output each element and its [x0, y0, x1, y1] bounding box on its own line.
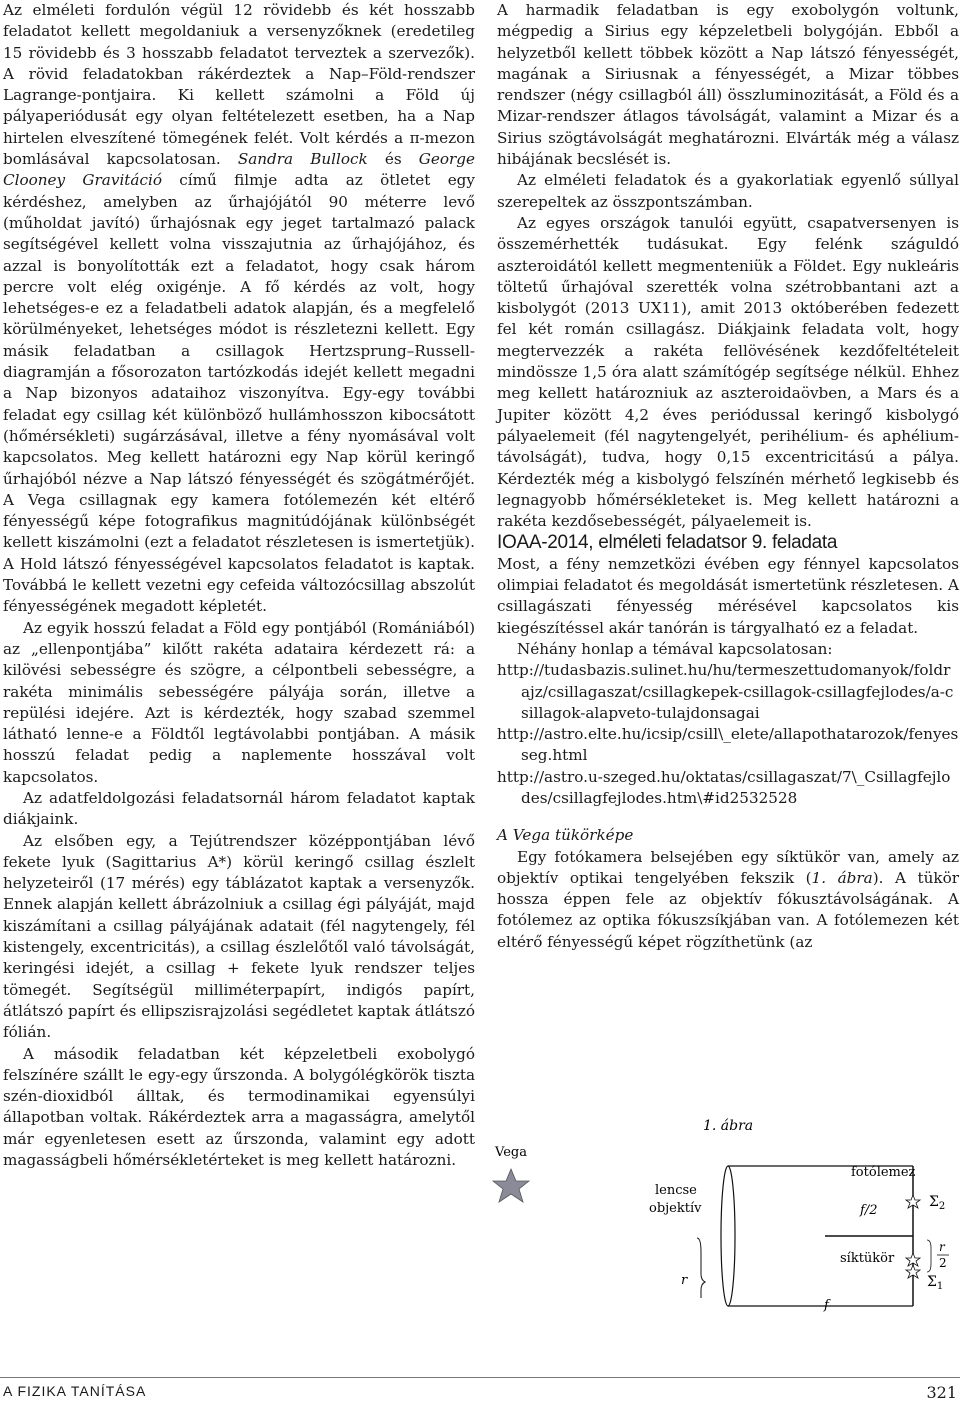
url-link-2[interactable]: http://astro.elte.hu/icsip/csill\_elete/allapothatarozok/fenyesseg.html [497, 725, 959, 765]
mirror-label: síktükör [840, 1251, 895, 1266]
paragraph-text: ). A tükör hossza éppen fele az objektív fókusztávolságának. A fotólemez az optika fókuszsíkjában van. A fotólemezen két eltérő fényességű képet rögzíthetünk (az [497, 868, 959, 951]
r-half-numerator: r [939, 1240, 945, 1254]
film-actor-name: Sandra Bullock [237, 150, 368, 169]
paragraph-text [221, 150, 238, 168]
left-paragraph-3: Az adatfeldolgozási feladatsornál három feladatot kaptak diákjaink. [3, 788, 475, 829]
f-half-label: f/2 [860, 1203, 878, 1218]
sigma-2-label: $\Sigma_2$ [929, 1194, 946, 1212]
page-footer [3, 1383, 957, 1403]
radius-label: r [681, 1273, 688, 1288]
r-half-brace [927, 1240, 931, 1272]
photo-plate-label: fotólemez [851, 1165, 916, 1180]
sigma-1-label: $\Sigma_1$ [927, 1274, 944, 1292]
figure-1-diagram [487, 1112, 957, 1312]
left-column [3, 0, 475, 1171]
url-link-3[interactable]: http://astro.u-szeged.hu/oktatas/csillagaszat/7\_Csillagfejlodes/csillagfejlodes.htm\#id2532528 [497, 767, 951, 807]
right-paragraph-2: Az elméleti feladatok és a gyakorlatiak egyenlő súllyal szerepeltek az összpontszámban. [497, 171, 959, 211]
paragraph-text: című filmje adta az ötletet egy kérdéshez, amelyben az űrhajójától 90 méterre levő (műholdat javító) űrhajósnak egy jeget tartalmazó palack segítségével kellett volna visszajutnia az űrhajójához, és azzal is bonyolították ezt a feladatot, hogy csak három percre volt elég oxigénje. A fő kérdés az volt, hogy lehetséges-e ez a feladatbeli adatok alapján, és a megfelelő körülményeket, lehetséges módot is részletezni kellett. Egy másik feladatban a csillagok Hertzsprung–Russell-diagramján a fősorozaton tartózkodás idejét kellett megadni a Nap bizonyos adataihoz viszonyítva. Egy-egy további feladat egy csillag két különböző hullámhosszon kibocsátott (hőmérsékleti) sugárzásával, illetve a fény nyomásával volt kapcsolatos. Meg kellett határozni egy Nap körül keringő űrhajóból nézve a Nap látszó fényességét és szögátmérőjét. A Vega csillagnak egy kamera fotólemezén két eltérő fényességű képe fotografikus magnitúdójának különbségét kellett kiszámolni (ezt a feladatot részletesen is ismertetjük). A Hold látszó fényességével kapcsolatos feladatot is kaptak. Továbbá le kellett vezetni egy cefeida változócsillag abszolút fényességének megadott képletét. [3, 171, 475, 616]
paragraph-text: és [367, 150, 419, 169]
radius-brace [697, 1238, 705, 1298]
r-half-denominator: 2 [939, 1256, 947, 1270]
right-paragraph-4: Most, a fény nemzetközi évében egy fénnyel kapcsolatos olimpiai feladatot és megoldását ismertetünk részletesen. A csillagászati fényesség mérésével kapcsolatos kis kiegészítéssel akár tanórán is tárgyalható ez a feladat. [497, 554, 959, 637]
figure-reference: 1. ábra [811, 868, 873, 887]
left-paragraph-5: A második feladatban két képzeletbeli exobolygó felszínére szállt le egy-egy űrszonda. A bolygólégkörök tiszta szén-dioxidból álltak, és termodinamikai egyensúlyi állapotban voltak. Rákérdeztek arra a magasságra, amelytől már egyenletesen esett az űrszonda, valamint egy adott magasságbeli hőmérsékletérteket is meg kellett határozni. [3, 1044, 475, 1170]
right-paragraph-5: Néhány honlap a témával kapcsolatosan: [517, 639, 833, 658]
lens-label-line2: objektív [649, 1201, 702, 1216]
vega-star-icon [493, 1169, 529, 1202]
paragraph-text: Az elméleti fordulón végül 12 rövidebb és két hosszabb feladatot kellett megoldaniuk a versenyzőknek (eredetileg 15 rövidebb és 3 hosszabb feladatot terveztek a szervezők). A rövid feladatokban rákérdeztek a Nap–Föld-rendszer Lagrange-pontjaira. Ki kellett számolni a Föld új pályaperiódusát egy olyan feltételezett esetben, ha a Nap hirtelen elveszítené tömegének felét. Volt kérdés a π-mezon bomlásával kapcsolatosan. [3, 1, 475, 169]
left-paragraph-1 [3, 0, 475, 618]
section-title: IOAA-2014, elméleti feladatsor 9. feladata [497, 532, 838, 554]
url-link-1[interactable]: http://tudasbazis.sulinet.hu/hu/termeszettudomanyok/foldrajz/csillagaszat/csillagkepek-csillagok-csillagfejlodes/a-csillagok-alapveto-tulajdonsagai [497, 661, 954, 722]
footer-rule [0, 1377, 960, 1378]
lens-shape [721, 1166, 735, 1306]
figure-caption: 1. ábra [703, 1118, 754, 1134]
left-paragraph-2: Az egyik hosszú feladat a Föld egy pontjából (Romániából) az „ellenpontjába” kilőtt rakéta adataira kérdezett rá: a kilövési sebességre és szögre, a célpontbeli sebességre, a rakéta minimális sebességére pályája során, illetve a repülési idejére. Azt is kérdezték, hogy szabad szemmel látható lenne-e a Földtől legtávolabbi pontjában. A másik hosszú feladat pedig a naplemente hosszával volt kapcsolatos. [3, 618, 475, 786]
paragraph-text: Egy fotókamera belsejében egy síktükör van, amely az objektív optikai tengelyében fekszik ( [497, 847, 959, 887]
focal-length-label: f [824, 1298, 829, 1312]
lens-label-line1: lencse [655, 1183, 697, 1198]
subsection-heading: A Vega tükörképe [497, 826, 634, 845]
right-paragraph-1: A harmadik feladatban is egy exobolygón voltunk, mégpedig a Sirius egy képzeletbeli bolygóján. Ebből a helyzetből kellett többek között a Nap látszó fényességét, magának a Siriusnak a fényességét, a Mizar többes rendszer (négy csillagból áll) összluminozitását, a Föld és a Mizar-rendszer átlagos távolságát, valamint a Mizar és a Sirius szögtávolságát meghatározni. Elvárták még a válasz hibájának becslését is. [497, 1, 959, 169]
journal-name: A FIZIKA TANÍTÁSA [3, 1383, 147, 1399]
left-paragraph-4: Az elsőben egy, a Tejútrendszer középpontjában lévő fekete lyuk (Sagittarius A*) körül keringő csillag észlelt helyzeteiről (17 mérés) egy táblázatot kaptak a versenyzők. Ennek alapján kellett ábrázolniuk a csillag égi pályáját, majd kiszámítani a csillag pályájának adatait (fél nagytengely, fél kistengely, excentricitás), a csillag észlelőtől való távolságát, keringési idejét, a csillag + fekete lyuk rendszer teljes tömegét. Segítségül milliméterpapírt, indigós papírt, átlátszó papírt és ellipszisrajzolási segédletet kaptak átlátszó fólián. [3, 831, 475, 1042]
vega-label: Vega [495, 1145, 527, 1160]
film-title: George Clooney Gravitáció [3, 150, 475, 190]
right-paragraph-6 [497, 847, 959, 953]
right-paragraph-3: Az egyes országok tanulói együtt, csapatversenyen is összemérhették tudásukat. Egy felénk száguldó aszteroidától kellett megmenteniük a Földet. Egy nukleáris töltetű űrhajóval szerették volna szétrobbantani azt a kisbolygót (2013 UX11), amit 2013 októberében fedezett fel két román csillagász. Diákjaink feladata volt, hogy megtervezzék a rakéta fellövésének kezdőfeltételeit mindössze 1,5 óra alatt számítógép segítsége nélkül. Ehhez meg kellett határozniuk az aszteroidaövben, a Mars és a Jupiter között 4,2 éves periódussal keringő kisbolygó pályaelemeit (fél nagytengelyét, perihélium- és aphélium-távolságát), tudva, hogy 0,15 excentricitású a pálya. Kérdezték még a kisbolygó felszínén mérhető legkisebb és legnagyobb hőmérsékleteket is. Meg kellett határozni a rakéta kezdősebességét, pályaelemeit is. [497, 213, 959, 531]
page-number: 321 [926, 1383, 957, 1402]
right-column [497, 0, 959, 953]
